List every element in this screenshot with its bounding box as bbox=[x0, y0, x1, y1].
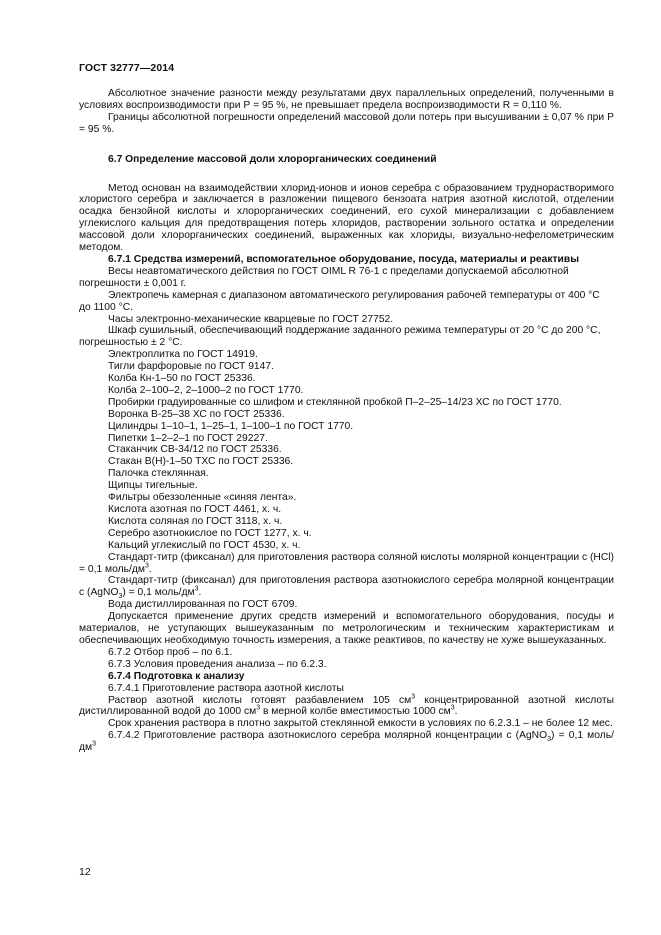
list-item: Колба Кн-1–50 по ГОСТ 25336. bbox=[108, 373, 256, 385]
page-number: 12 bbox=[79, 866, 91, 878]
document-header: ГОСТ 32777—2014 bbox=[79, 62, 175, 74]
list-item: Весы неавтоматического действия по ГОСТ OIML R 76-1 с пределами допускаемой абсолютной погрешности ± 0,001 г. bbox=[79, 265, 569, 289]
list-item: Серебро азотнокислое по ГОСТ 1277, х. ч. bbox=[108, 527, 312, 539]
item-titr-hcl: Стандарт-титр (фиксанал) для приготовления раствора соляной кислоты молярной концентрации c (HCl) = 0,1 моль/$дм^3$. bbox=[79, 551, 614, 575]
item-distilled-water: Вода дистиллированная по ГОСТ 6709. bbox=[108, 599, 298, 611]
section-heading-6-7: 6.7 Определение массовой доли хлорорганических соединений bbox=[108, 153, 437, 165]
paragraph-method: Метод основан на взаимодействии хлорид-ионов и ионов серебра с образованием труднорастворимого хлористого серебра и заключается в разложении пищевого бензоата натрия азотной кислотой, отделении осадка бензойной кислоты и хлорорганических соединений, его сухой минерализации с добавлением углекислого кальция для предотвращения потерь хлоридов, растворении зольного остатка и определении массовой доли хлорорганических соединений, выраженных как хлориды, визуально-нефелометрическим методом. bbox=[79, 182, 614, 254]
list-item: Кислота азотная по ГОСТ 4461, х. ч. bbox=[108, 504, 282, 515]
subsection-heading-6-7-1: 6.7.1 Средства измерений, вспомогательное оборудование, посуда, материалы и реактивы bbox=[108, 253, 579, 265]
list-item: Колба 2–100–2, 2–1000–2 по ГОСТ 1770. bbox=[108, 384, 304, 396]
paragraph-error-bounds: Границы абсолютной погрешности определений массовой доли потерь при высушивании ± 0,07 % при Р = 95 %. bbox=[79, 111, 614, 135]
list-item: Палочка стеклянная. bbox=[108, 468, 209, 480]
list-item: Цилиндры 1–10–1, 1–25–1, 1–100–1 по ГОСТ 1770. bbox=[108, 420, 354, 432]
page-content bbox=[79, 88, 614, 754]
item-titr-agno3: Стандарт-титр (фиксанал) для приготовления раствора азотнокислого серебра молярной концентрации c (AgNO$_3$) = 0,1 моль/$дм^3$. bbox=[79, 575, 614, 601]
clause-6-7-4: 6.7.4 Подготовка к анализу bbox=[108, 670, 245, 682]
list-item: Пипетки 1–2–2–1 по ГОСТ 29227. bbox=[108, 432, 268, 444]
paragraph-alternatives: Допускается применение других средств измерений и вспомогательного оборудования, посуды и материалов, не уступающих вышеуказанным по метрологическим и техническим характеристикам и обеспечивающих необходимую точность измерения, а также реактивов, по качеству не хуже вышеуказанных. bbox=[79, 611, 614, 646]
list-item: Пробирки градуированные со шлифом и стеклянной пробкой П–2–25–14/23 ХС по ГОСТ 1770. bbox=[108, 396, 562, 408]
paragraph-storage: Срок хранения раствора в плотно закрытой стеклянной емкости в условиях по 6.2.3.1 – не более 12 мес. bbox=[108, 718, 613, 730]
clause-6-7-2: 6.7.2 Отбор проб – по 6.1. bbox=[108, 646, 233, 658]
list-item: Кальций углекислый по ГОСТ 4530, х. ч. bbox=[108, 539, 301, 551]
list-item: Кислота соляная по ГОСТ 3118, х. ч. bbox=[108, 515, 283, 527]
clause-6-7-3: 6.7.3 Условия проведения анализа – по 6.2.3. bbox=[108, 658, 327, 670]
clause-6-7-4-2: 6.7.4.2 Приготовление раствора азотнокислого серебра молярной концентрации c (AgNO$_3$) = 0,1 моль/$дм^3$ bbox=[79, 730, 614, 754]
list-item: Шкаф сушильный, обеспечивающий поддержание заданного режима температуры от 20 °С до 200 °С, погрешностью ± 2 °С. bbox=[79, 325, 601, 349]
list-item: Стакан В(Н)-1–50 ТХС по ГОСТ 25336. bbox=[108, 456, 294, 468]
list-item: Электроплитка по ГОСТ 14919. bbox=[108, 349, 258, 361]
list-item: Тигли фарфоровые по ГОСТ 9147. bbox=[108, 361, 274, 373]
paragraph-reproducibility: Абсолютное значение разности между результатами двух параллельных определений, полученными в условиях воспроизводимости при Р = 95 %, не превышает предела воспроизводимости R = 0,110 %. bbox=[79, 88, 614, 111]
equipment-list bbox=[79, 266, 614, 552]
list-item: Фильтры обеззоленные «синяя лента». bbox=[108, 492, 297, 504]
list-item: Часы электронно-механические кварцевые по ГОСТ 27752. bbox=[108, 313, 394, 325]
clause-6-7-4-1: 6.7.4.1 Приготовление раствора азотной кислоты bbox=[108, 682, 344, 694]
list-item: Воронка В-25–38 ХС по ГОСТ 25336. bbox=[108, 408, 285, 420]
paragraph-nitric-solution: Раствор азотной кислоты готовят разбавлением 105 $см^3$ концентрированной азотной кислоты дистиллированной водой до 1000 $см^3$ в мерной колбе вместимостью 1000 $см^3$. bbox=[79, 693, 614, 718]
list-item: Щипцы тигельные. bbox=[108, 480, 198, 492]
list-item: Электропечь камерная с диапазоном автоматического регулирования рабочей температуры от 400 °С до 1100 °С. bbox=[79, 289, 600, 313]
list-item: Стаканчик СВ-34/12 по ГОСТ 25336. bbox=[108, 444, 282, 456]
